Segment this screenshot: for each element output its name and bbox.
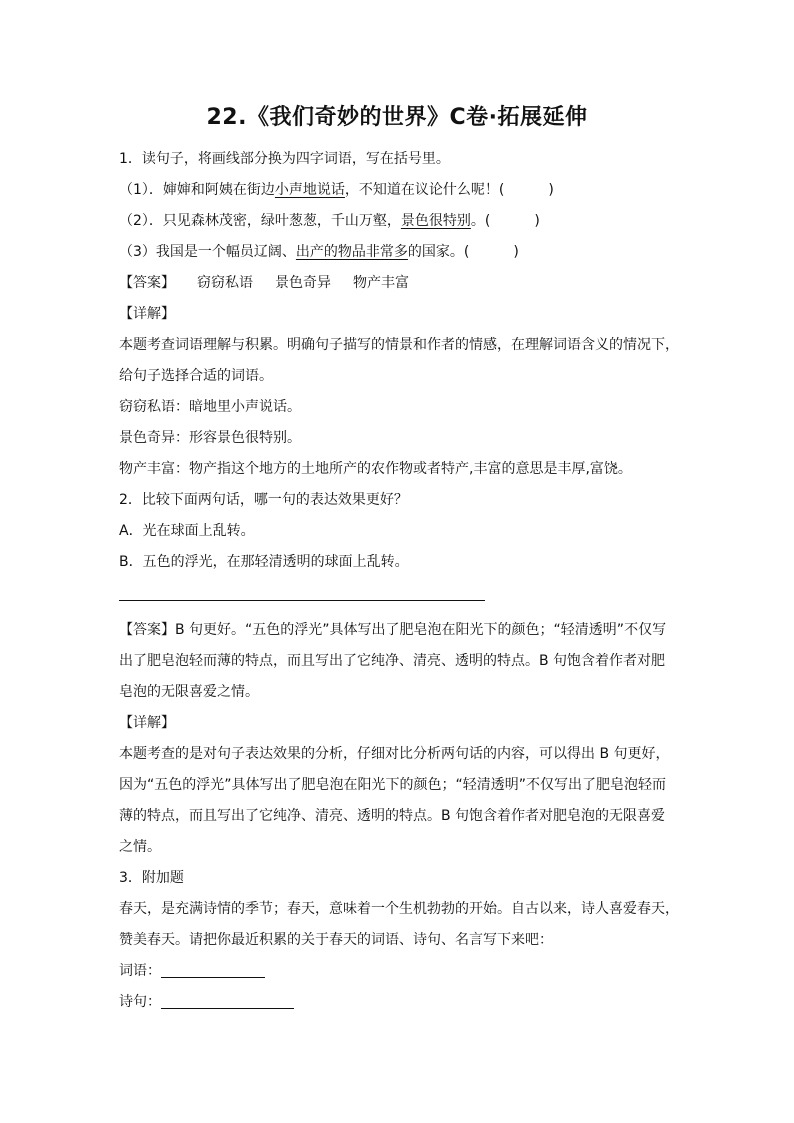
- q1-definition-3: 物产丰富：物产指这个地方的土地所产的农作物或者特产,丰富的意思是丰厚,富饶。: [119, 461, 632, 477]
- words-fill-line[interactable]: [161, 963, 265, 978]
- q1-s2-post: 。(: [470, 213, 491, 229]
- q1-s3-underlined: 出产的物品非常多: [295, 244, 408, 260]
- q2-option-b: B．五色的浮光，在那轻清透明的球面上乱转。: [119, 554, 409, 570]
- q1-sentence-2: [119, 206, 679, 237]
- answer-rule-line[interactable]: [119, 600, 485, 601]
- q1-s3-pre: （3）我国是一个幅员辽阔、: [119, 244, 296, 260]
- answer-label: 【答案】: [119, 275, 175, 291]
- answer-word-3: 物产丰富: [353, 275, 409, 291]
- q3-stem: 3．附加题: [119, 870, 184, 886]
- q1-s1-pre: （1）．婶婶和阿姨在街边: [119, 182, 275, 198]
- q1-detail: 本题考查词语理解与积累。明确句子描写的情景和作者的情感，在理解词语含义的情况下，给句子选择合适的词语。: [119, 337, 679, 384]
- q1-s2-underlined: 景色很特别: [400, 213, 471, 229]
- q2-detail-label: 【详解】: [119, 715, 175, 731]
- words-label: 词语：: [119, 963, 161, 979]
- q3-poem-row: [119, 987, 679, 1018]
- q2-option-a: A．光在球面上乱转。: [119, 523, 255, 539]
- q1-sentence-3: [119, 237, 679, 268]
- q1-definition-2: 景色奇异：形容景色很特别。: [119, 430, 301, 446]
- q3-words-row: [119, 956, 679, 987]
- q2-stem: 2．比较下面两句话，哪一句的表达效果更好？: [119, 492, 408, 508]
- q1-detail-label: 【详解】: [119, 306, 175, 322]
- q1-s3-post: 的国家。(: [407, 244, 470, 260]
- q1-definition-1: 窃窃私语：暗地里小声说话。: [119, 399, 301, 415]
- document-body: [119, 144, 679, 1018]
- q1-sentence-1: [119, 175, 679, 206]
- q1-s1-post: ，不知道在议论什么呢！(: [344, 182, 505, 198]
- q1-stem: 1．读句子，将画线部分换为四字词语，写在括号里。: [119, 151, 450, 167]
- q1-s1-underlined: 小声地说话: [274, 182, 345, 198]
- poem-fill-line[interactable]: [161, 994, 294, 1009]
- poem-label: 诗句：: [119, 994, 161, 1010]
- answer-word-2: 景色奇异: [275, 275, 331, 291]
- q1-s3-end: ): [513, 244, 519, 260]
- page-title: 22.《我们奇妙的世界》C卷·拓展延伸: [206, 105, 588, 130]
- q2-detail: 本题考查的是对句子表达效果的分析，仔细对比分析两句话的内容，可以得出 B 句更好，因为“五色的浮光”具体写出了肥皂泡在阳光下的颜色；“轻清透明”不仅写出了肥皂泡轻而薄的特点，而且写出了它纯净、清亮、透明的特点。B 句饱含着作者对肥皂泡的无限喜爱之情。: [119, 746, 670, 855]
- q1-s2-pre: （2）．只见森林茂密，绿叶葱葱，千山万壑，: [119, 213, 401, 229]
- q1-s2-end: ): [534, 213, 540, 229]
- q1-answer: [119, 268, 679, 299]
- q1-s1-end: ): [548, 182, 554, 198]
- q3-text: 春天，是充满诗情的季节；春天，意味着一个生机勃勃的开始。自古以来，诗人喜爱春天，赞美春天。请把你最近积累的关于春天的词语、诗句、名言写下来吧：: [119, 901, 679, 948]
- q2-answer: 【答案】B 句更好。“五色的浮光”具体写出了肥皂泡在阳光下的颜色；“轻清透明”不仅写出了肥皂泡轻而薄的特点，而且写出了它纯净、清亮、透明的特点。B 句饱含着作者对肥皂泡的无限喜爱之情。: [119, 622, 667, 700]
- answer-word-1: 窃窃私语: [197, 275, 253, 291]
